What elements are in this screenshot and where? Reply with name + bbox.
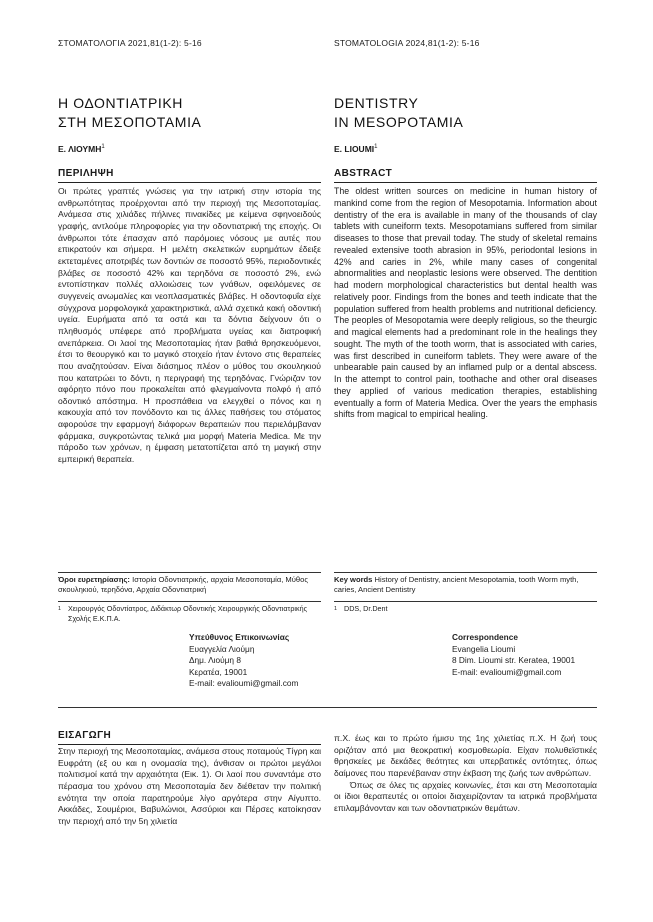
intro-heading: ΕΙΣΑΓΩΓΗ [58, 730, 112, 741]
greek-keywords-rule [58, 572, 321, 573]
english-title [334, 94, 594, 132]
intro-rule [58, 744, 321, 745]
english-correspondence-heading: Correspondence [452, 632, 518, 642]
greek-correspondence-name: Ευαγγελία Λιούμη [189, 643, 255, 654]
greek-title-line1: Η ΟΔΟΝΤΙΑΤΡΙΚΗ [58, 95, 184, 111]
intro-left-text: Στην περιοχή της Μεσοποταμίας, ανάμεσα στους ποταμούς Τίγρη και Ευφράτη (εξ ου και η ονομασία της), άνθισαν οι πρώτοι μεγάλοι πολιτισμοί κατά την αρχαιότητα (Εικ. 1). Οι λαοί που συναντάμε στο πέρασμα του χρόνου στη Μεσοποταμία δεν διέθεταν την πολιτική ενότητα την οποία παρατηρούμε λίγο αργότερα στην Αίγυπτο. Ακκάδες, Σουμέριοι, Βαβυλώνιοι, Ασσύριοι και Πέρσες κατοίκησαν την περιοχή από την 5η χιλιετία [58, 746, 321, 826]
english-title-line2: IN MESOPOTAMIA [334, 114, 464, 130]
greek-title-line2: ΣΤΗ ΜΕΣΟΠΟΤΑΜΙΑ [58, 114, 202, 130]
english-footnote [334, 604, 597, 614]
english-correspondence [452, 632, 602, 678]
english-abstract-heading: ABSTRACT [334, 168, 393, 179]
greek-correspondence-heading: Υπεύθυνος Επικοινωνίας [189, 632, 290, 642]
english-title-line1: DENTISTRY [334, 95, 419, 111]
english-abstract-rule [334, 182, 597, 183]
greek-abstract-text: Οι πρώτες γραπτές γνώσεις για την ιατρική στην ιστορία της ανθρωπότητας προέρχονται από την περιοχή της Μεσοποταμίας. Ανάμεσα στις χιλιάδες πήλινες πινακίδες με κείμενα σφηνοειδούς γραφής, αντλούμε πληροφορίες για την οδοντιατρική της εποχής. Οι άνθρωποι τότε έπασχαν από παρόμοιες νόσους με αυτές που επικρατούν και σήμερα. Η μελέτη σκελετικών ευρημάτων έδειξε εκτεταμένες αποτριβές των δοντιών σε ποσοστό 95%, περιοδοντικές βλάβες σε ποσοστό 42% και τερηδόνα σε ποσοστό 2%, ενώ εντοπίστηκαν πολλές αλλοιώσεις των γνάθων, οφειλόμενες σε συγγενείς ανωμαλίες και νεοπλασματικές βλάβες. Η οδοντοφυΐα είχε σύγχρονα μορφολογικά χαρακτηριστικά, αλλά σχετικά κακή οδοντική υγεία. Ευρήματα από τα οστά και τα δόντια δείχνουν ότι ο πληθυσμός υπέφερε από προβλήματα υγείας και διατροφική ανεπάρκεια. Οι λαοί της Μεσοποταμίας ήταν βαθιά θρησκευόμενοι, έτσι το θεουργικό και το μαγικό στοιχείο ήταν έντονο στις θεραπείες που αναζητούσαν. Είναι διάσημος πλέον ο μύθος του σκουληκιού που κατατρώει το δόντι, η περιγραφή της τερηδόνας. Γνώριζαν τον αφόρητο πόνο που προκαλείται από φλεγμαίνοντα πολφό ή από οδοντικό απόστημα. Η προσπάθεια να ελεγχθεί ο πόνος και η κακουχία από τον πονόδοντο και τις άλλες παθήσεις του στόματος αφορούσε την εφαρμογή διάφορων θεραπειών που περιελάμβαναν φάρμακα, συγκροτώντας τελικά μια μορφή Materia Medica. Με την πάροδο των χρόνων, η έμφαση μετατοπίζεται από τη μαγική στην εμπειρική θεραπεία. [58, 186, 321, 465]
english-correspondence-email: E-mail: evalioumi@gmail.com [452, 666, 562, 677]
intro-right-paragraph-2: Όπως σε όλες τις αρχαίες κοινωνίες, έτσι και στη Μεσοποταμία οι ίδιοι θεραπευτές οι οποίοι διαχειρίζονταν τα ιατρικά προβλήματα επιλαμβάνονταν και των οδοντιατρικών θεμάτων. [334, 779, 597, 813]
english-footnote-rule [334, 601, 597, 602]
greek-footnote [58, 604, 321, 624]
greek-correspondence-email: E-mail: evalioumi@gmail.com [189, 678, 299, 689]
intro-right-text [334, 733, 597, 815]
english-author: E. LIOUMI$^1$ [334, 144, 378, 154]
greek-correspondence-address2: Κερατέα, 19001 [189, 666, 248, 677]
right-running-header: STOMATOLOGIA 2024,81(1-2): 5-16 [334, 38, 480, 48]
greek-author: Ε. ΛΙΟΥΜΗ$^1$ [58, 144, 105, 154]
intro-right-paragraph-1: π.Χ. έως και το πρώτο ήμισυ της 1ης χιλιετίας π.Χ. Η ζωή τους οριζόταν από μια θεοκρατική κοσμοθεωρία. Είχαν πολυθεϊστικές θρησκείες με δεκάδες θεότητες και υπερβατικές οντότητες, όπως δαίμονες που παρενέβαιναν στην έκβαση της ζωής των ανθρώπων. [334, 733, 597, 778]
greek-keywords: Όροι ευρετηρίασης: Ιστορία Οδοντιατρικής, αρχαία Μεσοποταμία, Μύθος σκουληκιού, τερηδόνα, Αρχαία Οδοντιατρική [58, 575, 309, 595]
english-footnote-text: DDS, Dr.Dent [344, 604, 388, 613]
greek-footnote-text: Χειρουργός Οδοντίατρος, Διδάκτωρ Οδοντικής Χειρουργικής Οδοντιατρικής Σχολής Ε.Κ.Π.Α. [68, 604, 308, 623]
greek-correspondence [189, 632, 321, 690]
english-correspondence-address: 8 Dim. Lioumi str. Keratea, 19001 [452, 655, 576, 666]
greek-footnote-number: 1 [58, 606, 62, 612]
greek-correspondence-address1: Δημ. Λιούμη 8 [189, 655, 241, 666]
greek-footnote-rule [58, 601, 321, 602]
greek-abstract-rule [58, 182, 321, 183]
greek-abstract-heading: ΠΕΡΙΛΗΨΗ [58, 168, 114, 179]
english-abstract-text: The oldest written sources on medicine in human history of mankind come from the region of Mesopotamia. Information about dentistry of the era is available in many of the thousands of clay tablets with cuneiform texts. Mesopotamians suffered from similar diseases to those that prevail today. The study of skeletal remains revealed extensive tooth abrasion in 95%, periodontal lesions in 42% and caries in 2%, while many cases of congenital abnormalities and neoplastic lesions were observed. The dentition had modern morphological characteristics but dental health was relatively poor. Findings from the bones and teeth indicate that the population suffered from health problems and nutritional deficiency. The peoples of Mesopotamia were deeply religious, so the theurgic and magical elements had a predominant role in the healings they sought. The myth of the tooth worm, that is associated with caries, was first described in cuneiform tablets. They were aware of the unbearable pain caused by an inflamed pulp or a dental abscess. In the attempt to control pain, toothache and other oral diseases they applied of various medication therapies, establishing eventually a form of Materia Medica. Over the years the emphasis shifts from magical to empirical healing. [334, 186, 597, 420]
greek-title [58, 94, 318, 132]
english-keywords-rule [334, 572, 597, 573]
english-keywords: Key words History of Dentistry, ancient Mesopotamia, tooth Worm myth, caries, Ancient Dentistry [334, 575, 579, 595]
section-separator [58, 707, 597, 708]
english-footnote-number: 1 [334, 606, 338, 612]
english-correspondence-name: Evangelia Lioumi [452, 643, 516, 654]
left-running-header: ΣΤΟΜΑΤΟΛΟΓΙΑ 2021,81(1-2): 5-16 [58, 38, 202, 48]
